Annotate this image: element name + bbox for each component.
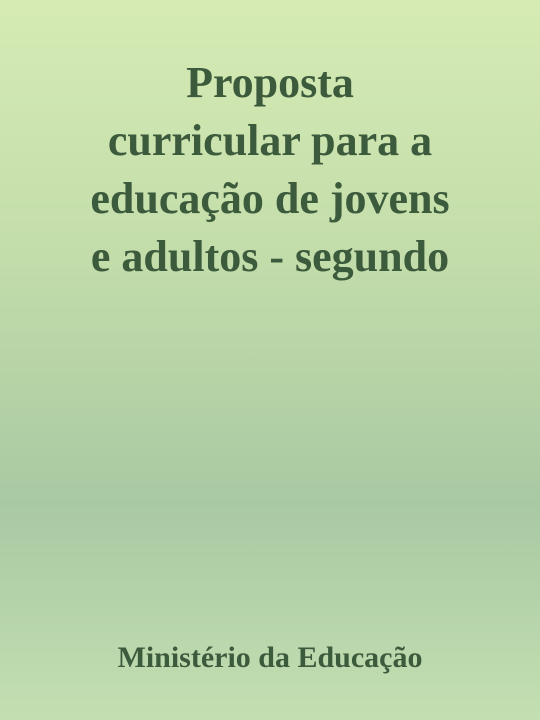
book-title-line-1: Proposta: [186, 58, 354, 107]
book-title-line-2: curricular para a: [107, 116, 433, 165]
book-title-line-3: educação de jovens: [90, 174, 450, 223]
book-author: Ministério da Educação: [117, 641, 423, 674]
book-title: [20, 54, 520, 286]
book-title-line-4: e adultos - segundo: [90, 232, 450, 281]
